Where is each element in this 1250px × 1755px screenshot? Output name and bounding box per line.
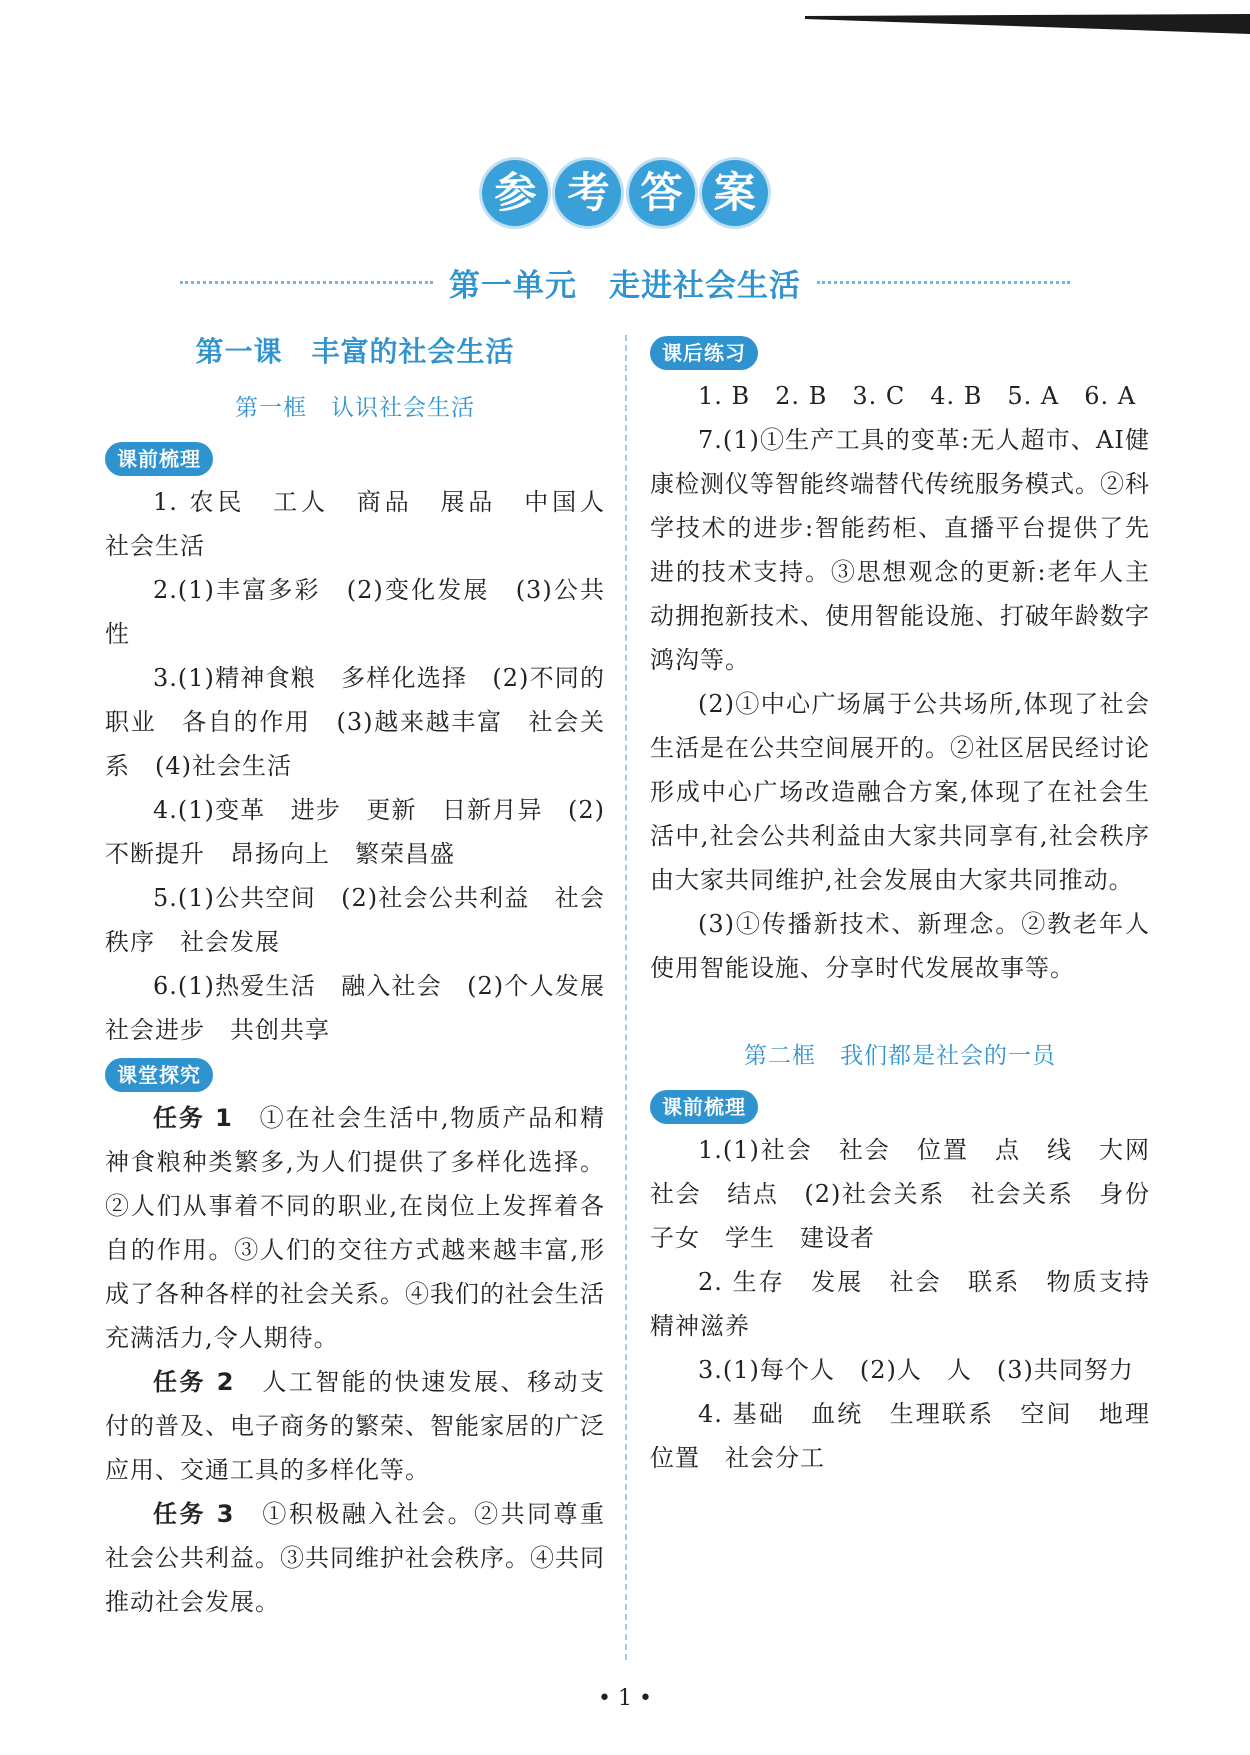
page-number: • 1 • bbox=[598, 1686, 652, 1711]
dotted-rule bbox=[180, 281, 433, 284]
answer-item: 1.(1)社会 社会 位置 点 线 大网 社会 结点 (2)社会关系 社会关系 身份 子女 学生 建设者 bbox=[650, 1136, 1175, 1252]
tag-after-class: 课后练习 bbox=[650, 336, 758, 370]
answer-key-header bbox=[0, 160, 1250, 226]
task-text: ①在社会生活中,物质产品和精神食粮种类繁多,为人们提供了多样化选择。②人们从事着不同的职业,在岗位上发挥着各自的作用。③人们的交往方式越来越丰富,形成了各种各样的社会关系。④我们的社会生活充满活力,令人期待。 bbox=[105, 1104, 605, 1352]
answer-item: 3.(1)每个人 (2)人 人 (3)共同努力 bbox=[698, 1356, 1134, 1384]
answer-item: (3)①传播新技术、新理念。②教老年人使用智能设施、分享时代发展故事等。 bbox=[650, 910, 1150, 982]
header-char: 考 bbox=[555, 160, 621, 226]
tag-pre-study: 课前梳理 bbox=[105, 442, 213, 476]
left-column bbox=[105, 330, 630, 1624]
task-item bbox=[105, 1492, 605, 1624]
unit-title: 第一单元 走进社会生活 bbox=[449, 268, 801, 304]
header-char: 答 bbox=[629, 160, 695, 226]
answer-item: 4.(1)变革 进步 更新 日新月异 (2)不断提升 昂扬向上 繁荣昌盛 bbox=[105, 796, 605, 868]
answer-item: 3.(1)精神食粮 多样化选择 (2)不同的职业 各自的作用 (3)越来越丰富 社会关系 (4)社会生活 bbox=[105, 664, 605, 780]
answer-item: 6.(1)热爱生活 融入社会 (2)个人发展 社会进步 共创共享 bbox=[105, 972, 630, 1044]
task-label: 任务 1 bbox=[153, 1104, 233, 1132]
task-text: 人工智能的快速发展、移动支付的普及、电子商务的繁荣、智能家居的广泛应用、交通工具的多样化等。 bbox=[105, 1368, 606, 1484]
tag-pre-study: 课前梳理 bbox=[650, 1090, 758, 1124]
tag-class-explore: 课堂探究 bbox=[105, 1058, 213, 1092]
dotted-rule bbox=[817, 281, 1070, 284]
answer-item: 2.(1)丰富多彩 (2)变化发展 (3)公共性 bbox=[105, 576, 605, 648]
section-title: 第二框 我们都是社会的一员 bbox=[744, 1043, 1056, 1069]
answer-item: 4. 基础 血统 生理联系 空间 地理位置 社会分工 bbox=[650, 1400, 1150, 1472]
unit-title-row bbox=[180, 260, 1070, 305]
task-label: 任务 2 bbox=[153, 1368, 235, 1396]
task-text: ①积极融入社会。②共同尊重社会公共利益。③共同维护社会秩序。④共同推动社会发展。 bbox=[105, 1500, 606, 1616]
right-column bbox=[650, 330, 1175, 1480]
answer-item: 7.(1)①生产工具的变革:无人超市、AI健康检测仪等智能终端替代传统服务模式。②科学技术的进步:智能药柜、直播平台提供了先进的技术支持。③思想观念的更新:老年人主动拥抱新技术、使用智能设施、打破年龄数字鸿沟等。 bbox=[650, 426, 1150, 674]
answer-item: 5.(1)公共空间 (2)社会公共利益 社会秩序 社会发展 bbox=[105, 884, 605, 956]
task-label: 任务 3 bbox=[153, 1500, 235, 1528]
task-item bbox=[105, 1096, 605, 1360]
answer-item: 1. 农民 工人 商品 展品 中国人 社会生活 bbox=[105, 488, 630, 560]
section-title: 第一框 认识社会生活 bbox=[235, 395, 475, 421]
answer-item: 1. B 2. B 3. C 4. B 5. A 6. A bbox=[698, 382, 1137, 410]
answer-item: (2)①中心广场属于公共场所,体现了社会生活是在公共空间展开的。②社区居民经讨论形成中心广场改造融合方案,体现了在社会生活中,社会公共利益由大家共同享有,社会秩序由大家共同维护,社会发展由大家共同推动。 bbox=[650, 690, 1150, 894]
lesson-title: 第一课 丰富的社会生活 bbox=[195, 335, 515, 368]
header-char: 案 bbox=[702, 160, 768, 226]
answer-item: 2. 生存 发展 社会 联系 物质支持 精神滋养 bbox=[650, 1268, 1175, 1340]
header-char: 参 bbox=[482, 160, 548, 226]
task-item bbox=[105, 1360, 605, 1492]
top-edge-bar bbox=[805, 14, 1250, 34]
